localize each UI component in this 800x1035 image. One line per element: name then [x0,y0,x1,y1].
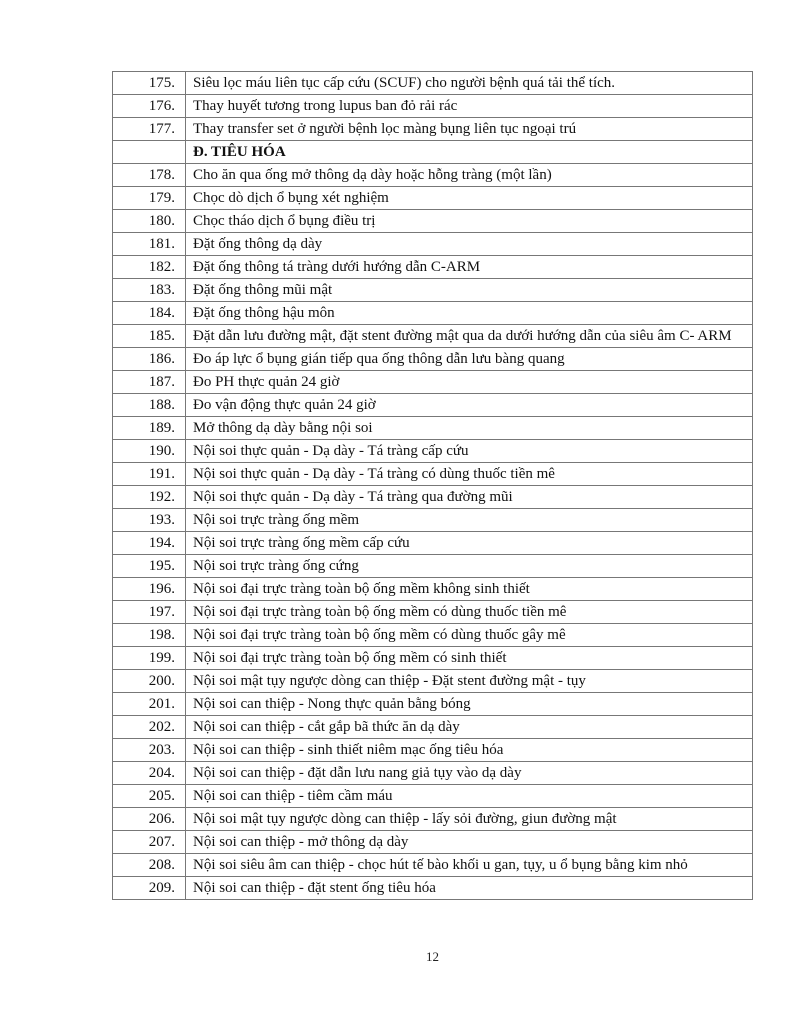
procedure-name: Đặt ống thông hậu môn [186,302,753,325]
table-row [113,854,753,877]
procedure-name: Nội soi đại trực tràng toàn bộ ống mềm có sinh thiết [186,647,753,670]
table-row [113,187,753,210]
table-row [113,670,753,693]
table-row [113,578,753,601]
row-number-cell: 190. [113,440,186,463]
table-row [113,371,753,394]
procedure-name: Chọc tháo dịch ổ bụng điều trị [186,210,753,233]
row-number-cell: 199. [113,647,186,670]
table-row [113,877,753,900]
procedure-name: Nội soi thực quản - Dạ dày - Tá tràng có dùng thuốc tiền mê [186,463,753,486]
table-row [113,716,753,739]
procedure-name: Đo vận động thực quản 24 giờ [186,394,753,417]
table-row [113,647,753,670]
procedure-name: Đặt dẫn lưu đường mật, đặt stent đường mật qua da dưới hướng dẫn của siêu âm C- ARM [186,325,753,348]
row-number-cell: 175. [113,72,186,95]
procedure-name: Đặt ống thông mũi mật [186,279,753,302]
row-number-cell: 205. [113,785,186,808]
row-number-cell: 198. [113,624,186,647]
procedure-name: Nội soi đại trực tràng toàn bộ ống mềm không sinh thiết [186,578,753,601]
row-number-cell: 186. [113,348,186,371]
table-row [113,532,753,555]
procedure-name: Nội soi mật tụy ngược dòng can thiệp - Đặt stent đường mật - tụy [186,670,753,693]
procedure-name: Nội soi can thiệp - đặt stent ống tiêu hóa [186,877,753,900]
row-number-cell: 177. [113,118,186,141]
procedure-name: Nội soi can thiệp - sinh thiết niêm mạc ống tiêu hóa [186,739,753,762]
table-row [113,279,753,302]
table-row [113,417,753,440]
table-row [113,95,753,118]
row-number-cell: 181. [113,233,186,256]
table-row [113,302,753,325]
procedure-name: Nội soi can thiệp - Nong thực quản bằng bóng [186,693,753,716]
row-number-cell: 176. [113,95,186,118]
table-row [113,739,753,762]
procedure-name: Nội soi can thiệp - đặt dẫn lưu nang giả tụy vào dạ dày [186,762,753,785]
table-row [113,693,753,716]
table-row [113,762,753,785]
row-number-cell: 194. [113,532,186,555]
procedure-name: Chọc dò dịch ổ bụng xét nghiệm [186,187,753,210]
row-number-cell: 182. [113,256,186,279]
table-row [113,509,753,532]
table-row [113,440,753,463]
table-row [113,624,753,647]
row-number-cell: 178. [113,164,186,187]
section-header-row [113,141,753,164]
procedure-name: Đặt ống thông tá tràng dưới hướng dẫn C-ARM [186,256,753,279]
row-number-cell: 183. [113,279,186,302]
table-row [113,486,753,509]
procedure-name: Thay transfer set ở người bệnh lọc màng bụng liên tục ngoại trú [186,118,753,141]
row-number-cell: 197. [113,601,186,624]
row-number-cell: 203. [113,739,186,762]
table-row [113,555,753,578]
row-number-cell: 191. [113,463,186,486]
table-row [113,210,753,233]
procedures-table-body [113,72,753,900]
procedure-name: Mở thông dạ dày bằng nội soi [186,417,753,440]
table-row [113,394,753,417]
row-number-cell: 206. [113,808,186,831]
page-number: 12 [426,949,439,964]
procedure-name: Đo PH thực quản 24 giờ [186,371,753,394]
procedure-name: Nội soi siêu âm can thiệp - chọc hút tế bào khối u gan, tụy, u ổ bụng bằng kim nhỏ [186,854,753,877]
table-row [113,118,753,141]
table-row [113,348,753,371]
table-row [113,601,753,624]
procedure-name: Thay huyết tương trong lupus ban đỏ rải rác [186,95,753,118]
table-row [113,233,753,256]
row-number-cell [113,141,186,164]
row-number-cell: 208. [113,854,186,877]
row-number-cell: 204. [113,762,186,785]
row-number-cell: 193. [113,509,186,532]
table-row [113,256,753,279]
section-title: Đ. TIÊU HÓA [186,141,753,164]
row-number-cell: 196. [113,578,186,601]
procedure-name: Nội soi thực quản - Dạ dày - Tá tràng qua đường mũi [186,486,753,509]
procedure-name: Nội soi thực quản - Dạ dày - Tá tràng cấp cứu [186,440,753,463]
procedure-name: Nội soi can thiệp - cắt gắp bã thức ăn dạ dày [186,716,753,739]
procedure-name: Nội soi trực tràng ống cứng [186,555,753,578]
row-number-cell: 180. [113,210,186,233]
table-row [113,72,753,95]
row-number-cell: 195. [113,555,186,578]
procedure-name: Nội soi mật tụy ngược dòng can thiệp - lấy sỏi đường, giun đường mật [186,808,753,831]
row-number-cell: 179. [113,187,186,210]
row-number-cell: 188. [113,394,186,417]
row-number-cell: 189. [113,417,186,440]
table-row [113,325,753,348]
row-number-cell: 202. [113,716,186,739]
row-number-cell: 184. [113,302,186,325]
procedure-name: Nội soi đại trực tràng toàn bộ ống mềm có dùng thuốc gây mê [186,624,753,647]
table-row [113,831,753,854]
procedure-name: Nội soi trực tràng ống mềm [186,509,753,532]
row-number-cell: 209. [113,877,186,900]
procedure-name: Nội soi can thiệp - mở thông dạ dày [186,831,753,854]
table-row [113,785,753,808]
table-row [113,164,753,187]
procedures-table [112,71,753,900]
procedure-name: Nội soi trực tràng ống mềm cấp cứu [186,532,753,555]
table-row [113,463,753,486]
procedure-name: Siêu lọc máu liên tục cấp cứu (SCUF) cho người bệnh quá tải thể tích. [186,72,753,95]
row-number-cell: 207. [113,831,186,854]
procedure-name: Nội soi đại trực tràng toàn bộ ống mềm có dùng thuốc tiền mê [186,601,753,624]
procedure-name: Đo áp lực ổ bụng gián tiếp qua ống thông dẫn lưu bàng quang [186,348,753,371]
row-number-cell: 201. [113,693,186,716]
row-number-cell: 200. [113,670,186,693]
procedure-name: Cho ăn qua ống mở thông dạ dày hoặc hỗng tràng (một lần) [186,164,753,187]
table-row [113,808,753,831]
procedure-name: Nội soi can thiệp - tiêm cầm máu [186,785,753,808]
procedure-name: Đặt ống thông dạ dày [186,233,753,256]
row-number-cell: 187. [113,371,186,394]
row-number-cell: 192. [113,486,186,509]
row-number-cell: 185. [113,325,186,348]
